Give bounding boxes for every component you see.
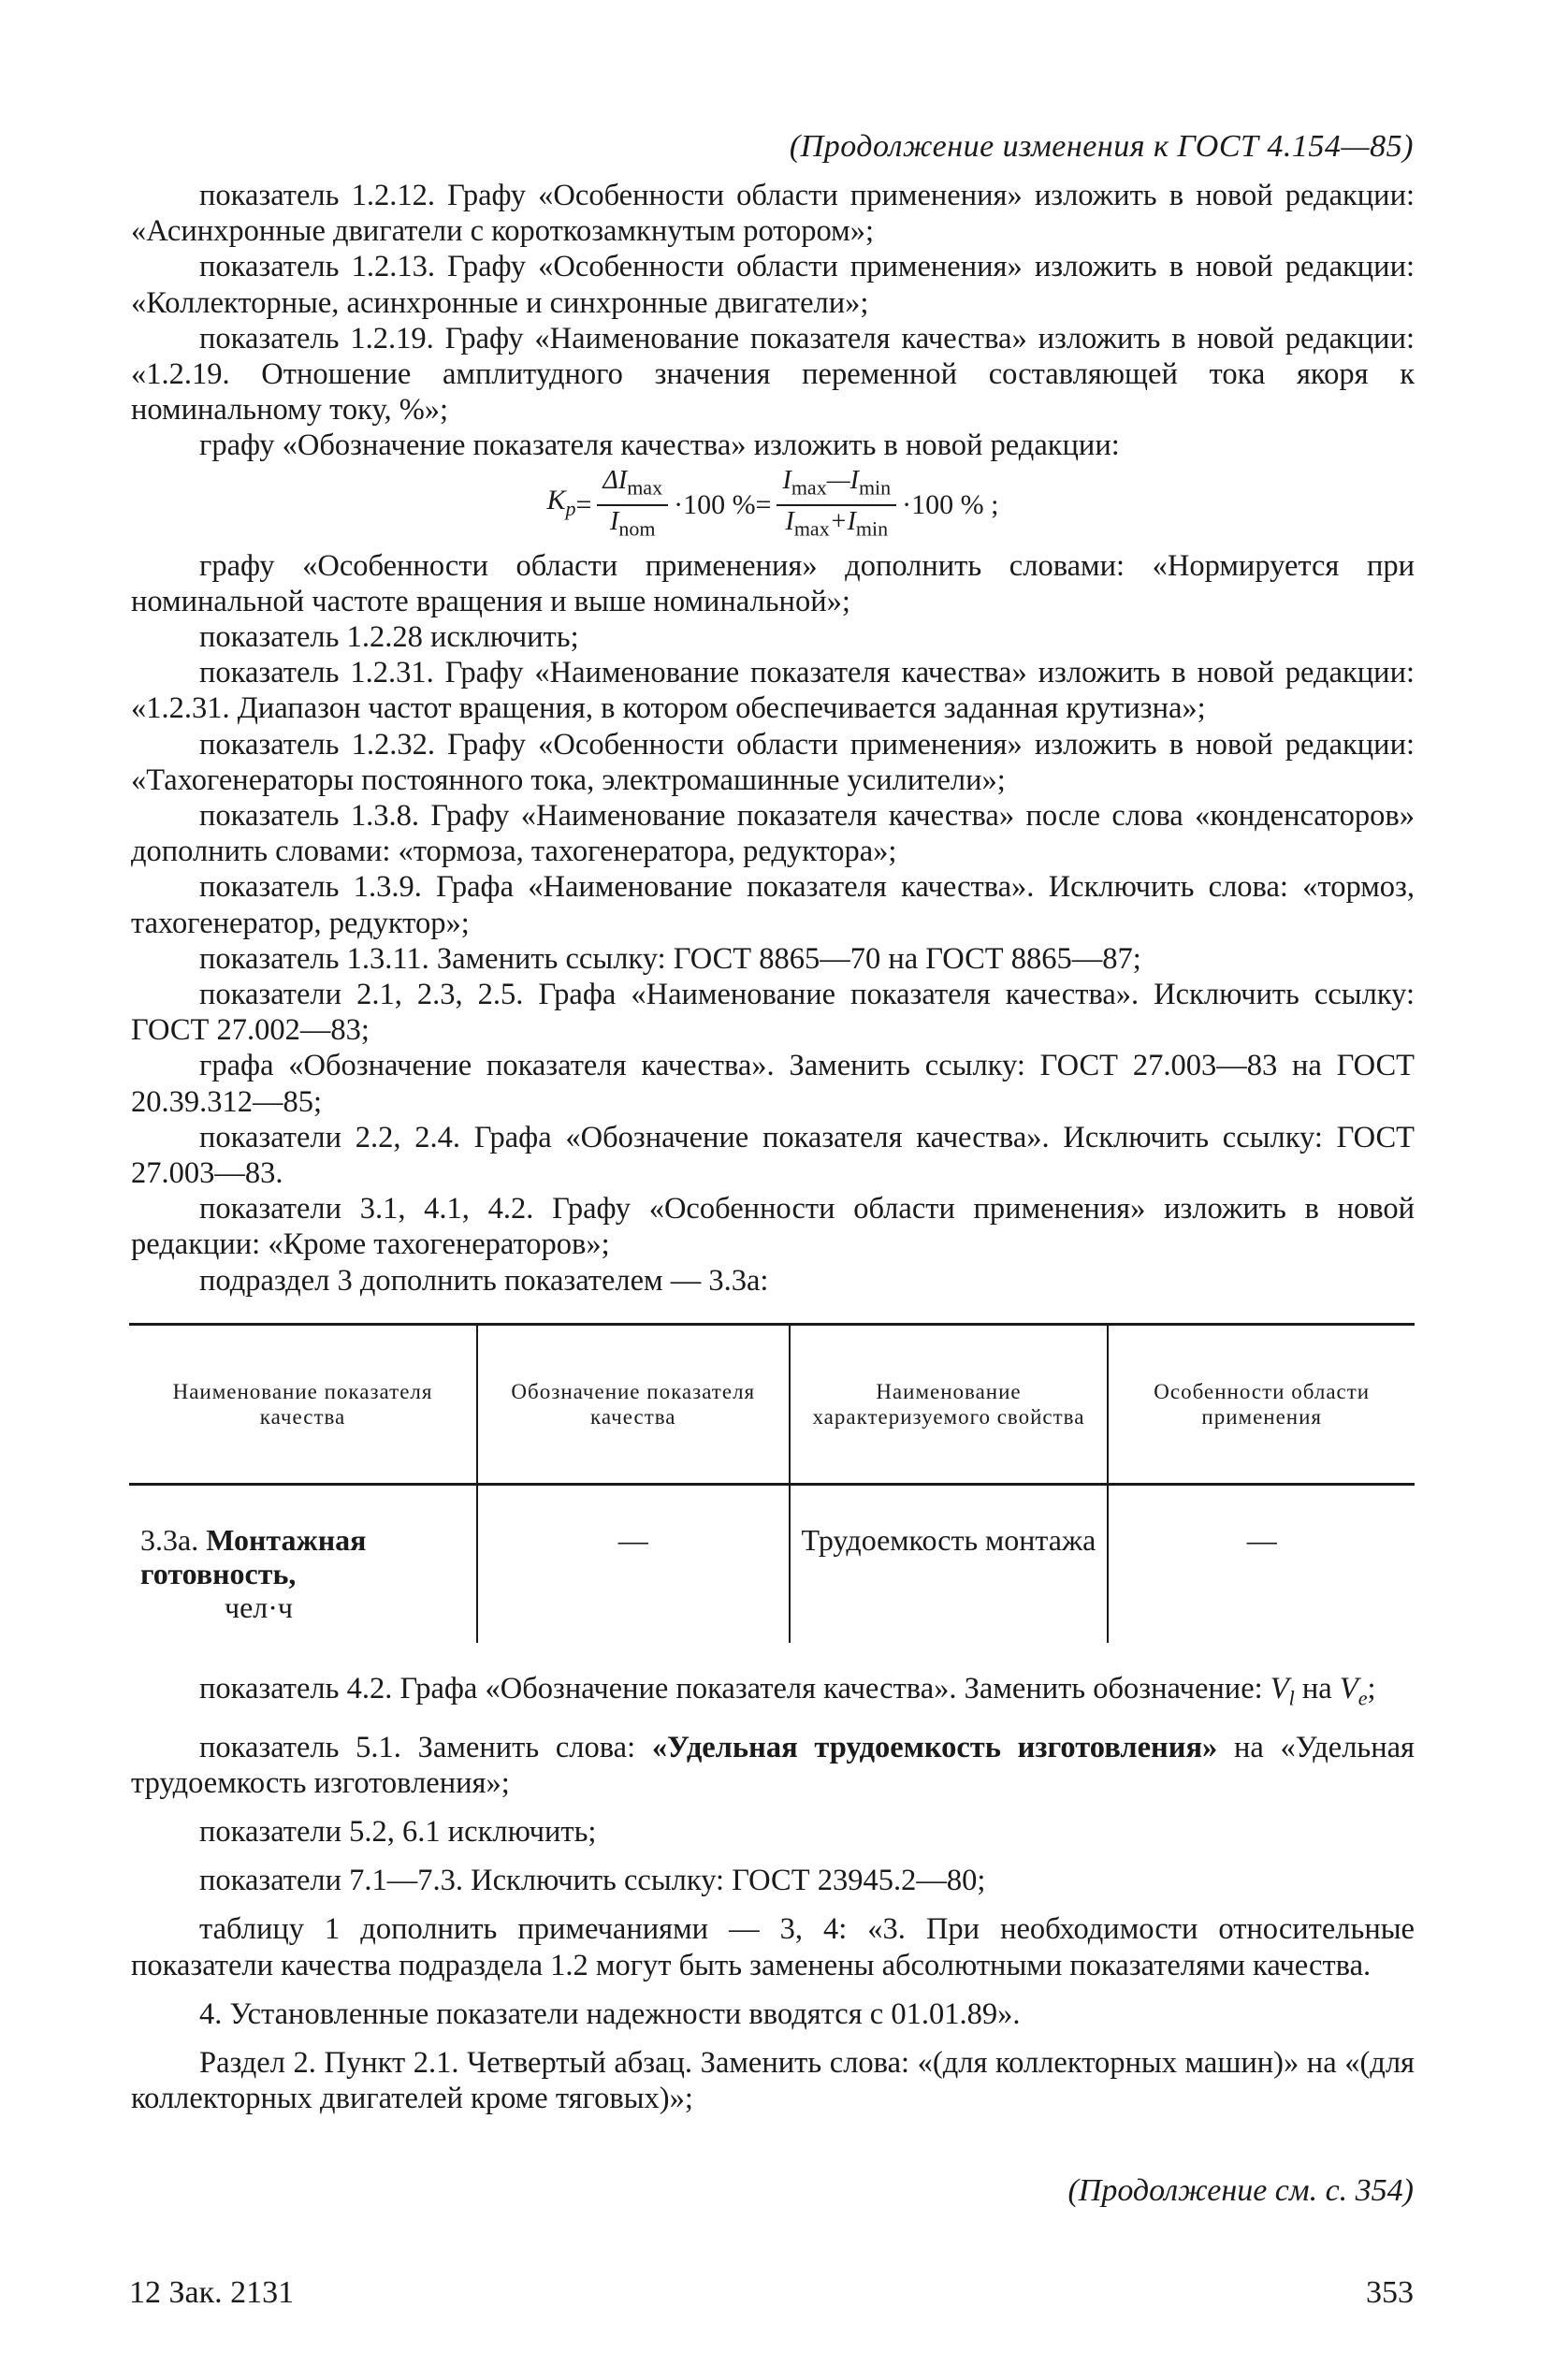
table-header-designation: Обозначение показателя качества (477, 1324, 789, 1484)
paragraph: показатель 1.2.32. Графу «Особенности области применения» изложить в новой редакции: «Тахогенераторы постоянного тока, электромашинные усилители»; (131, 727, 1415, 797)
table-row (129, 1484, 1415, 1643)
cell-indicator-name: 3.3а. Монтажная готовность, чел·ч (140, 1522, 367, 1624)
paragraph: таблицу 1 дополнить примечаниями — 3, 4: «3. При необходимости относительные показатели качества подраздела 1.2 могут быть заменены абсолютными показателями качества. (131, 1912, 1415, 1982)
indicator-table (129, 1323, 1415, 1643)
paragraph: показатели 7.1—7.3. Исключить ссылку: ГОСТ 23945.2—80; (199, 1864, 986, 1898)
paragraph: Раздел 2. Пункт 2.1. Четвертый абзац. Заменить слова: «(для коллекторных машин)» на «(для коллекторных двигателей кроме тяговых)»; (131, 2046, 1415, 2116)
formula-tail: ·100 % ; (902, 488, 999, 520)
paragraph: показатели 2.1, 2.3, 2.5. Графа «Наименование показателя качества». Исключить ссылку: ГОСТ 27.002—83; (131, 978, 1415, 1048)
footer-order-number: 12 Зак. 2131 (129, 2275, 295, 2310)
formula-lhs: $K_р$ (546, 485, 576, 521)
continuation-note: (Продолжение см. с. 354) (1067, 2173, 1414, 2208)
paragraph: показатель 1.2.12. Графу «Особенности области применения» изложить в новой редакции: «Асинхронные двигатели с короткозамкнутым ротором»; (131, 179, 1415, 249)
paragraph: показатель 1.2.31. Графу «Наименование показателя качества» изложить в новой редакции: «1.2.31. Диапазон частот вращения, в котором обеспечивается заданная крутизна»; (131, 656, 1415, 726)
cell-application: — (1108, 1484, 1415, 1643)
document-body (131, 178, 1415, 2116)
table-header-name: Наименование показателя качества (129, 1324, 477, 1484)
paragraph: графу «Обозначение показателя качества» изложить в новой редакции: (199, 428, 1120, 463)
paragraph: показатель 1.3.8. Графу «Наименование показателя качества» после слова «конденсаторов» дополнить словами: «тормоза, тахогенератора, редуктора»; (131, 799, 1415, 869)
paragraph: 4. Установленные показатели надежности вводятся с 01.01.89». (199, 1996, 1021, 2031)
paragraph: показатели 2.2, 2.4. Графа «Обозначение показателя качества». Исключить ссылку: ГОСТ 27.003—83. (131, 1120, 1415, 1191)
paragraph: показатель 1.2.28 исключить; (199, 620, 579, 655)
fraction-2: $\frac{I_{max}—I_{min}}{I_{max}+I_{min}}$ (777, 465, 896, 544)
table-header-application: Особенности области применения (1108, 1324, 1415, 1484)
paragraph: показатель 1.2.13. Графу «Особенности области применения» изложить в новой редакции: «Коллекторные, асинхронные и синхронные двигатели»; (131, 250, 1415, 320)
table-header-property: Наименование характеризуемого свойства (790, 1324, 1109, 1484)
paragraph: графу «Особенности области применения» дополнить словами: «Нормируется при номинальной частоте вращения и выше номинальной»; (131, 548, 1415, 618)
paragraph: графа «Обозначение показателя качества». Заменить ссылку: ГОСТ 27.003—83 на ГОСТ 20.39.312—85; (131, 1049, 1415, 1119)
formula-kp: $K_р$ = $\frac{\Delta I_{max}}{I_{nom}}$ ·100 %= $\frac{I_{max}—I_{min}}{I_{max}+I_{min}}$ ·100 % ; (131, 466, 1415, 544)
page-header: (Продолжение изменения к ГОСТ 4.154—85) (789, 129, 1414, 164)
paragraph: показатели 5.2, 6.1 исключить; (199, 1815, 597, 1849)
page-number: 353 (1366, 2275, 1414, 2310)
paragraph-4-2: показатель 4.2. Графа «Обозначение показателя качества». Заменить обозначение: $V_l$ на $V_e$; (199, 1671, 1376, 1710)
paragraph: показатель 1.2.19. Графу «Наименование показателя качества» изложить в новой редакции: «1.2.19. Отношение амплитудного значения переменной составляющей тока якоря к номинальному току, %»; (131, 321, 1415, 428)
paragraph-5-1: показатель 5.1. Заменить слова: «Удельная трудоемкость изготовления» на «Удельная трудоемкость изготовления»; (131, 1730, 1416, 1800)
paragraph: показатели 3.1, 4.1, 4.2. Графу «Особенности области применения» изложить в новой редакции: «Кроме тахогенераторов»; (131, 1192, 1415, 1262)
fraction-1: $\frac{\Delta I_{max}}{I_{nom}}$ (597, 465, 668, 544)
paragraph: подраздел 3 дополнить показателем — 3.3а: (199, 1263, 769, 1298)
paragraph: показатель 1.3.9. Графа «Наименование показателя качества». Исключить слова: «тормоз, тахогенератор, редуктор»; (131, 870, 1415, 940)
paragraph: показатель 1.3.11. Заменить ссылку: ГОСТ 8865—70 на ГОСТ 8865—87; (199, 941, 1141, 976)
formula-mid: ·100 %= (674, 488, 772, 520)
cell-property: Трудоемкость монтажа (790, 1484, 1109, 1643)
cell-designation: — (477, 1484, 789, 1643)
